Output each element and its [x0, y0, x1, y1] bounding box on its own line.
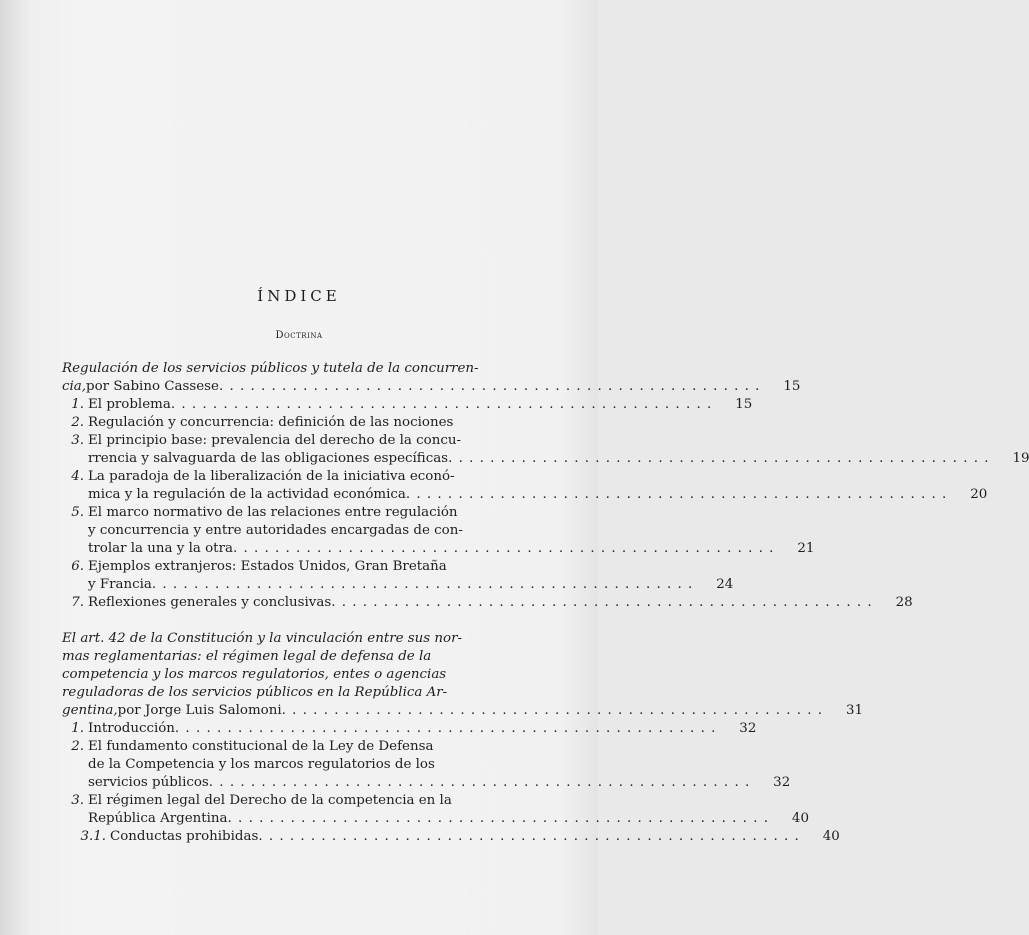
item-number-text: 3.1. — [80, 829, 106, 844]
toc-item — [62, 396, 753, 414]
item-number — [62, 738, 88, 792]
item-last-line — [88, 720, 756, 738]
article-title-line — [62, 666, 504, 684]
item-lines — [88, 396, 752, 414]
item-number — [62, 828, 110, 846]
item-lines — [110, 828, 840, 846]
item-last-line — [88, 414, 504, 432]
item-number-text: 2. — [71, 415, 84, 430]
toc-item — [62, 432, 1029, 468]
item-page: 19 — [1012, 451, 1029, 466]
toc-item — [62, 738, 791, 792]
item-page: 28 — [895, 595, 913, 610]
item-last-line — [88, 396, 752, 414]
item-last-line — [88, 774, 790, 792]
item-text-line: El marco normativo de las relaciones entre regulación — [88, 505, 458, 520]
article-title-text: competencia y los marcos regulatorios, entes o agencias — [62, 667, 447, 682]
article-title-text: Regulación de los servicios públicos y tutela de la concurren- — [62, 361, 479, 376]
item-lines — [88, 558, 733, 594]
toc-item — [62, 594, 913, 612]
item-number — [62, 594, 88, 612]
toc-item — [62, 558, 734, 594]
dot-leader — [152, 576, 693, 594]
item-page: 21 — [797, 541, 815, 556]
item-last-line — [88, 540, 814, 558]
article-title-last-line — [62, 702, 864, 720]
item-lines — [88, 738, 790, 792]
article-entry — [62, 630, 864, 846]
dot-leader — [406, 486, 947, 504]
item-number — [62, 558, 88, 594]
item-text-line: El fundamento constitucional de la Ley de Defensa — [88, 739, 434, 754]
item-last-line — [88, 810, 809, 828]
item-last-line — [88, 486, 987, 504]
item-text-line: de la Competencia y los marcos regulatorios de los — [88, 757, 435, 772]
dot-leader — [228, 810, 769, 828]
item-text: servicios públicos — [88, 775, 209, 790]
item-text: rrencia y salvaguarda de las obligaciones específicas — [88, 451, 449, 466]
item-last-line — [88, 576, 733, 594]
item-lines — [88, 432, 1029, 468]
item-text-line: El régimen legal del Derecho de la competencia en la — [88, 793, 452, 808]
index-heading: ÍNDICE — [257, 287, 341, 305]
item-number — [62, 414, 88, 432]
item-number-text: 1. — [71, 397, 84, 412]
item-lines — [88, 594, 913, 612]
dot-leader — [219, 378, 760, 396]
item-text: República Argentina — [88, 811, 228, 826]
article-gap — [62, 622, 504, 630]
article-title-line — [62, 360, 504, 378]
table-of-contents — [62, 360, 1029, 856]
dot-leader — [282, 702, 823, 720]
dot-leader — [258, 828, 799, 846]
toc-item — [62, 504, 815, 558]
item-page: 15 — [735, 397, 753, 412]
item-text: Introducción — [88, 721, 175, 736]
item-last-line — [88, 594, 913, 612]
toc-item — [62, 720, 757, 738]
item-text-line: El principio base: prevalencia del derecho de la concu- — [88, 433, 461, 448]
item-text: Regulación y concurrencia: definición de las nociones — [88, 415, 454, 430]
dot-leader — [175, 720, 716, 738]
item-number-text: 3. — [71, 793, 84, 808]
article-entry — [62, 360, 1029, 612]
article-title-line — [62, 684, 504, 702]
item-number — [62, 432, 88, 468]
item-text-line: La paradoja de la liberalización de la iniciativa econó- — [88, 469, 455, 484]
item-page: 32 — [773, 775, 791, 790]
dot-leader — [331, 594, 872, 612]
toc-item — [62, 414, 504, 432]
item-text: Reflexiones generales y conclusivas — [88, 595, 332, 610]
item-page: 24 — [716, 577, 734, 592]
article-title-text: gentina, — [62, 703, 118, 718]
item-page: 40 — [822, 829, 840, 844]
item-last-line — [110, 828, 840, 846]
item-number-text: 6. — [71, 559, 84, 574]
item-page: 32 — [739, 721, 757, 736]
article-page: 31 — [846, 703, 864, 718]
toc-item — [62, 828, 840, 846]
item-text: Conductas prohibidas — [110, 829, 259, 844]
item-number-text: 3. — [71, 433, 84, 448]
item-text: mica y la regulación de la actividad económica — [88, 487, 406, 502]
item-number-text: 2. — [71, 739, 84, 754]
item-number — [62, 792, 88, 828]
article-page: 15 — [783, 379, 801, 394]
toc-item — [62, 792, 809, 828]
item-lines — [88, 792, 809, 828]
item-number-text: 7. — [71, 595, 84, 610]
item-text-line: y concurrencia y entre autoridades encargadas de con- — [88, 523, 463, 538]
item-number — [62, 396, 88, 414]
item-number — [62, 468, 88, 504]
section-label: Doctrina — [275, 330, 323, 341]
article-title-line — [62, 648, 504, 666]
item-text: y Francia — [88, 577, 152, 592]
item-number — [62, 504, 88, 558]
item-page: 40 — [791, 811, 809, 826]
item-lines — [88, 468, 987, 504]
dot-leader — [448, 450, 989, 468]
dot-leader — [209, 774, 750, 792]
item-last-line — [88, 450, 1029, 468]
item-number-text: 1. — [71, 721, 84, 736]
article-title-text: El art. 42 de la Constitución y la vinculación entre sus nor- — [62, 631, 463, 646]
item-text: El problema — [88, 397, 171, 412]
article-title-text: mas reglamentarias: el régimen legal de defensa de la — [62, 649, 432, 664]
article-author: por Sabino Cassese — [86, 379, 219, 394]
article-title-line — [62, 630, 504, 648]
item-number-text: 4. — [71, 469, 84, 484]
article-title-last-line — [62, 378, 801, 396]
item-text: trolar la una y la otra — [88, 541, 233, 556]
item-number-text: 5. — [71, 505, 84, 520]
item-number — [62, 720, 88, 738]
item-page: 20 — [970, 487, 988, 502]
item-lines — [88, 504, 814, 558]
dot-leader — [171, 396, 712, 414]
dot-leader — [233, 540, 774, 558]
article-title-text: reguladoras de los servicios públicos en la República Ar- — [62, 685, 448, 700]
item-lines — [88, 414, 504, 432]
toc-item — [62, 468, 988, 504]
item-lines — [88, 720, 756, 738]
article-author: por Jorge Luis Salomoni — [117, 703, 282, 718]
article-title-text: cia, — [62, 379, 87, 394]
item-text-line: Ejemplos extranjeros: Estados Unidos, Gran Bretaña — [88, 559, 447, 574]
